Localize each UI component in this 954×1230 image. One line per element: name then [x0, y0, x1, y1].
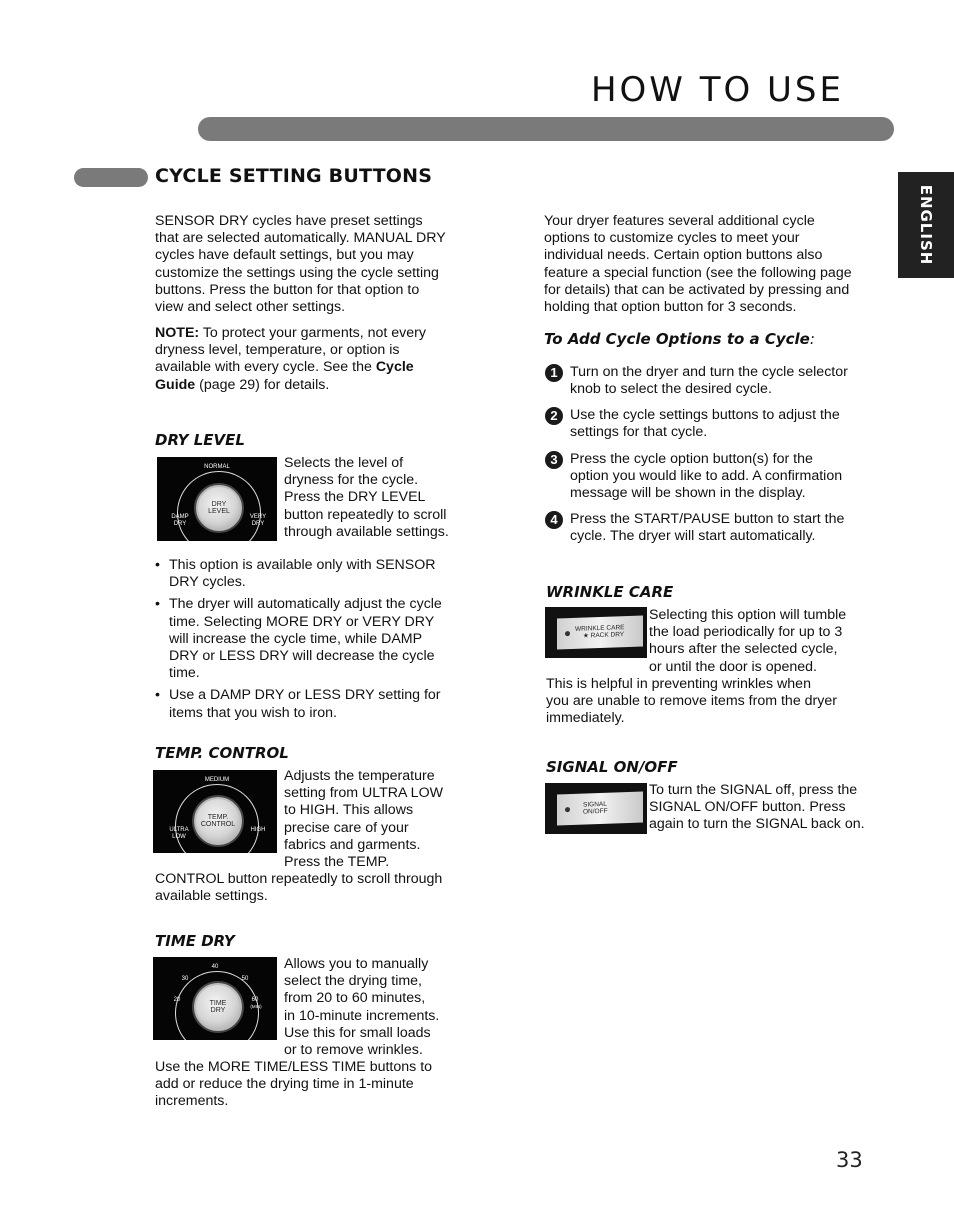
temp-control-knob: [194, 797, 242, 845]
dial-label-top: NORMAL: [204, 464, 230, 470]
note-paragraph: [155, 325, 475, 394]
step-number: 2: [545, 407, 563, 425]
text-line: through available settings.: [284, 523, 449, 540]
text-line: Use the MORE TIME/LESS TIME buttons to: [155, 1059, 433, 1075]
step-4: [545, 511, 880, 545]
knob-label: DRY: [210, 1007, 226, 1014]
knob-label: DRY: [211, 501, 227, 508]
text-line: for details) that can be activated by pressing and: [544, 281, 850, 298]
dry-level-heading: DRY LEVEL: [155, 431, 245, 449]
step-number: 3: [545, 451, 563, 469]
left-intro: [155, 213, 475, 316]
text-line: Turn on the dryer and turn the cycle selector: [570, 364, 848, 380]
text-line: options to customize cycles to meet your: [544, 230, 800, 247]
text-line: or to remove wrinkles.: [284, 1042, 423, 1059]
text-line: Press the DRY LEVEL: [284, 489, 426, 506]
page-number: 33: [836, 1148, 863, 1172]
knob-label: TEMP.: [207, 814, 229, 821]
text-line: option you would like to add. A confirmation: [570, 468, 843, 485]
list-item: • This option is available only with SENSOR DRY cycles.: [155, 557, 475, 591]
dial-label-left: ULTRA LOW: [169, 827, 189, 840]
dial-label-right: HIGH: [250, 827, 266, 833]
text-line: SIGNAL ON/OFF button. Press: [649, 799, 846, 816]
text-line: or until the door is opened.: [649, 658, 817, 675]
temp-control-dial-image: [153, 770, 277, 853]
button-face: [557, 615, 643, 649]
step-number: 4: [545, 511, 563, 529]
text-line: Press the TEMP.: [284, 854, 390, 871]
text-line: cycle. The dryer will start automatically.: [570, 528, 816, 545]
indicator-light: [565, 807, 570, 812]
panel-label: ON/OFF: [583, 807, 608, 816]
page-header-title: HOW TO USE: [590, 70, 844, 110]
text-line: to HIGH. This allows: [284, 802, 414, 819]
list-item: • Use a DAMP DRY or LESS DRY setting for items that you wish to iron.: [155, 687, 475, 721]
temp-control-description: [284, 768, 474, 871]
section-marker: [74, 168, 148, 187]
text-line: CONTROL button repeatedly to scroll through: [155, 871, 443, 887]
text-line: add or reduce the drying time in 1-minute: [155, 1076, 414, 1093]
text-line: you are unable to remove items from the dryer: [546, 693, 837, 710]
wrinkle-care-description: [649, 607, 884, 676]
text-line: To protect your garments, not every: [199, 325, 426, 341]
dial-label-right: VERY DRY: [249, 514, 267, 527]
panel-label: WRINKLE CARE: [575, 624, 625, 633]
text-line: Allows you to manually: [284, 956, 429, 972]
text-line: Adjusts the temperature: [284, 768, 435, 784]
text-line: customize the settings using the cycle setting: [155, 264, 439, 281]
time-dry-description-cont: [155, 1059, 485, 1111]
time-dry-knob: [194, 983, 242, 1031]
dial-label-50: 50: [241, 976, 249, 982]
text-line: select the drying time,: [284, 973, 422, 990]
text-line: from 20 to 60 minutes,: [284, 990, 426, 1007]
text-line: buttons. Press the button for that option to: [155, 281, 420, 298]
text-line: Selects the level of: [284, 455, 404, 471]
text-line: SENSOR DRY cycles have preset settings: [155, 213, 423, 229]
indicator-light: [565, 631, 570, 636]
dial-label-30: 30: [181, 976, 189, 982]
text-line: holding that option button for 3 seconds.: [544, 299, 797, 316]
dry-level-dial-image: [157, 457, 277, 541]
add-options-heading: To Add Cycle Options to a Cycle:: [544, 330, 815, 348]
text-line: the load periodically for up to 3: [649, 624, 843, 641]
text-line: cycles have default settings, but you may: [155, 247, 414, 264]
wrinkle-care-heading: WRINKLE CARE: [546, 583, 674, 601]
step-number: 1: [545, 364, 563, 382]
temp-control-heading: TEMP. CONTROL: [155, 744, 289, 762]
text-line: feature a special function (see the following page: [544, 264, 852, 281]
knob-label: LEVEL: [208, 508, 230, 515]
time-dry-dial-image: [153, 957, 277, 1040]
text-line: To turn the SIGNAL off, press the: [649, 782, 858, 798]
dial-label-min: (MIN): [250, 1004, 262, 1009]
panel-label: ★ RACK DRY: [583, 631, 625, 640]
text-line: This is helpful in preventing wrinkles when: [546, 676, 811, 692]
text-line: dryness level, temperature, or option is: [155, 342, 400, 359]
cycle-guide-ref: Cycle: [375, 359, 414, 376]
text-line: Press the START/PAUSE button to start the: [570, 511, 845, 527]
text-line: Selecting this option will tumble: [649, 607, 847, 623]
text-line: individual needs. Certain option buttons also: [544, 247, 823, 264]
right-intro: [544, 213, 889, 316]
knob-label: TIME: [209, 1000, 227, 1007]
language-tab: [898, 172, 954, 278]
dial-label-60: 60: [251, 997, 259, 1003]
header-bar: [198, 117, 894, 141]
text-line: again to turn the SIGNAL back on.: [649, 816, 865, 833]
text-line: knob to select the desired cycle.: [570, 381, 772, 398]
dial-label-left: DAMP DRY: [171, 514, 189, 527]
dry-level-knob: [196, 485, 242, 531]
text-line: Use the cycle settings buttons to adjust the: [570, 407, 840, 423]
knob-label: CONTROL: [200, 821, 236, 828]
dry-level-bullets: [155, 557, 475, 727]
text-line: Use this for small loads: [284, 1024, 431, 1041]
temp-control-description-cont: [155, 871, 485, 905]
button-face: [557, 791, 643, 825]
dial-label-40: 40: [211, 964, 219, 970]
text-line: fabrics and garments.: [284, 836, 421, 853]
text-line: Your dryer features several additional cycle: [544, 213, 815, 229]
text-line: available settings.: [155, 888, 268, 905]
text-line: available with every cycle. See the: [155, 359, 376, 376]
panel-label: SIGNAL: [583, 800, 607, 809]
text-line: in 10-minute increments.: [284, 1007, 440, 1024]
signal-heading: SIGNAL ON/OFF: [546, 758, 678, 776]
dry-level-description: [284, 455, 474, 541]
wrinkle-care-description-cont: [546, 676, 886, 728]
language-tab-label: ENGLISH: [917, 184, 935, 266]
text-line: (page 29) for details.: [195, 376, 330, 393]
time-dry-heading: TIME DRY: [155, 932, 235, 950]
step-3: [545, 451, 880, 503]
dial-label-top: MEDIUM: [204, 777, 230, 783]
text-line: dryness for the cycle.: [284, 472, 419, 489]
cycle-guide-ref: Guide: [155, 376, 196, 393]
text-line: view and select other settings.: [155, 299, 346, 316]
step-2: [545, 407, 880, 441]
text-line: that are selected automatically. MANUAL DRY: [155, 230, 446, 247]
text-line: button repeatedly to scroll: [284, 506, 447, 523]
list-item: • The dryer will automatically adjust the cycle time. Selecting MORE DRY or VERY DRY will increase the cycle time, while DAMP DRY or LESS DRY will decrease the cycle time.: [155, 596, 475, 682]
text-line: Press the cycle option button(s) for the: [570, 451, 813, 467]
text-line: increments.: [155, 1093, 229, 1110]
signal-button-image: [545, 783, 647, 834]
text-line: hours after the selected cycle,: [649, 641, 838, 658]
wrinkle-care-button-image: [545, 607, 647, 658]
text-line: setting from ULTRA LOW: [284, 785, 443, 802]
signal-description: [649, 782, 889, 834]
text-line: precise care of your: [284, 819, 409, 836]
section-title: CYCLE SETTING BUTTONS: [155, 165, 433, 187]
time-dry-description: [284, 956, 474, 1059]
text-line: message will be shown in the display.: [570, 485, 806, 502]
text-line: immediately.: [546, 710, 625, 727]
text-line: settings for that cycle.: [570, 424, 708, 441]
step-1: [545, 364, 880, 398]
dial-label-20: 20: [173, 997, 181, 1003]
note-label: NOTE:: [155, 325, 200, 341]
